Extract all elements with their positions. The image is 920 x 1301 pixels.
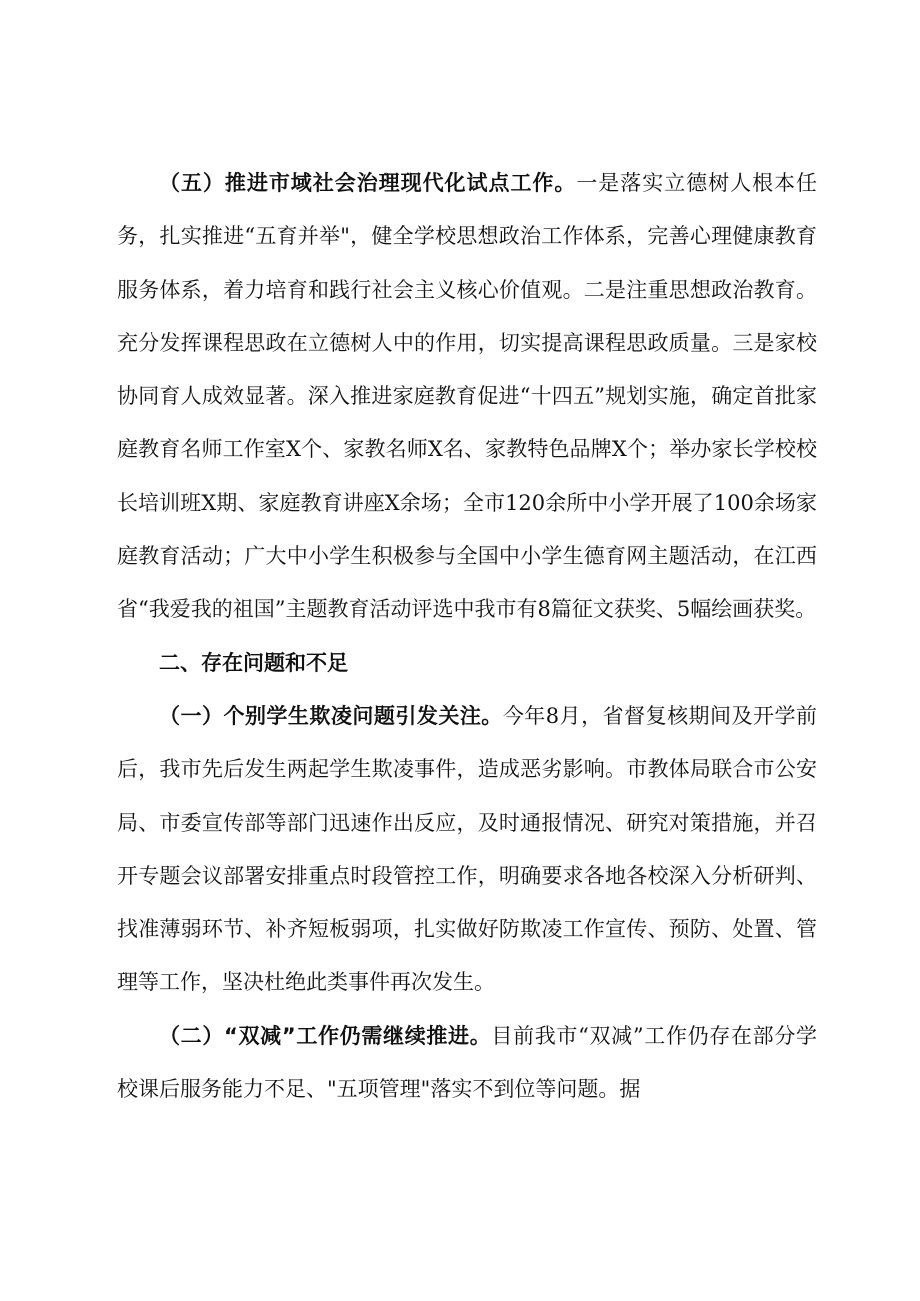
section-heading-problems: 二、存在问题和不足: [159, 650, 348, 675]
document-body: [117, 157, 817, 1116]
paragraph-text: 目前我市“双减”工作仍存在部分学校课后服务能力不足、"五项管理"落实不到位等问题。据: [117, 1023, 817, 1102]
paragraph-lead-heading: （一）个别学生欺凌问题引发关注。: [159, 703, 503, 728]
paragraph-lead-heading: （二）“双减”工作仍需继续推进。: [159, 1023, 492, 1048]
paragraph-pilot-work: [117, 157, 817, 637]
paragraph-bullying: [117, 690, 817, 1010]
paragraph-text: 今年8月，省督复核期间及开学前后，我市先后发生两起学生欺凌事件，造成恶劣影响。市教体局联合市公安局、市委宣传部等部门迅速作出反应，及时通报情况、研究对策措施，并召开专题会议部署安排重点时段管控工作，明确要求各地各校深入分析研判、找准薄弱环节、补齐短板弱项，扎实做好防欺凌工作宣传、预防、处置、管理等工作，坚决杜绝此类事件再次发生。: [117, 703, 817, 995]
paragraph-lead-heading: （五）推进市域社会治理现代化试点工作。: [159, 171, 577, 195]
paragraph-text: 一是落实立德树人根本任务，扎实推进“五育并举"，健全学校思想政治工作体系，完善心理健康教育服务体系，着力培育和践行社会主义核心价值观。二是注重思想政治教育。充分发挥课程思政在立德树人中的作用，切实提高课程思政质量。三是家校协同育人成效显著。深入推进家庭教育促进“十四五”规划实施，确定首批家庭教育名师工作室X个、家教名师X名、家教特色品牌X个；举办家长学校校长培训班X期、家庭教育讲座X余场；全市120余所中小学开展了100余场家庭教育活动；广大中小学生积极参与全国中小学生德育网主题活动，在江西省“我爱我的祖国”主题教育活动评选中我市有8篇征文获奖、5幅绘画获奖。: [117, 171, 817, 622]
paragraph-double-reduction: [117, 1010, 817, 1117]
